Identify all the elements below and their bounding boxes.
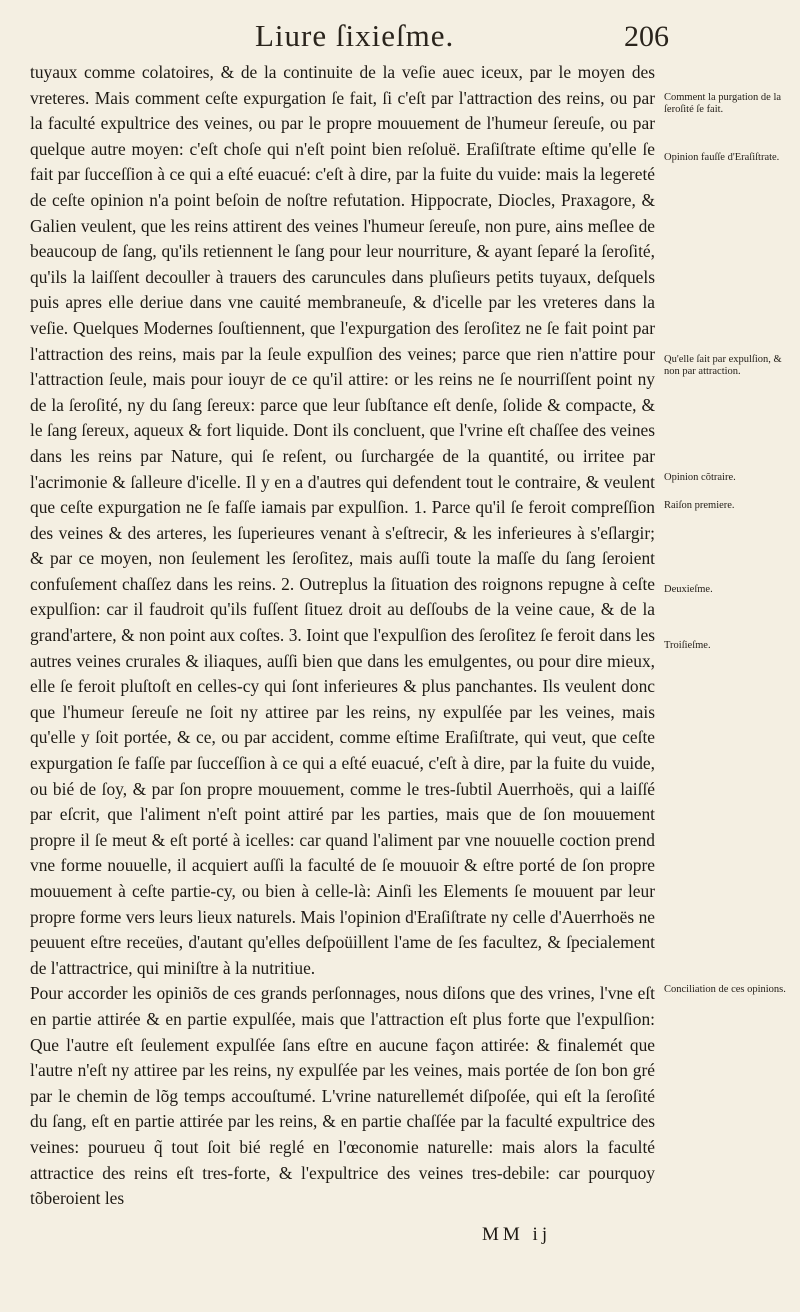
margin-note-purgation: Comment la purgation de la ſeroſité ſe fait. <box>664 92 782 115</box>
page-number: 206 <box>624 20 669 53</box>
margin-note-conciliation: Conciliation de ces opinions. <box>664 984 786 995</box>
signature-mark: MM ij <box>482 1224 552 1245</box>
paragraph-1: tuyaux comme colatoires, & de la continuite de la veſie auec iceux, par le moyen des vreteres. Mais comment ceſte expurgation ſe fait, ſi c'eſt par l'attraction des reins, ou par la faculté expultrice des veines, ou par le propre mouuement de l'humeur ſereuſe, ou par quelque autre moyen: c'eſt choſe qui n'eſt point bien reſoluë. Eraſiſtrate eſtime qu'elle ſe fait par ſucceſſion à ce qui a eſté euacué: c'eſt à dire, par la fuite du vuide: mais la legereté de ceſte opinion n'a point beſoin de noſtre refutation. Hippocrate, Diocles, Praxagore, & Galien veulent, que les reins attirent des veines l'humeur ſereuſe, non pure, ains meſlee de beaucoup de ſang, qu'ils retiennent le ſang pour leur nourriture, & ayant ſeparé la ſeroſité, qu'ils la laiſſent decouller à trauers des caruncules dans pluſieurs petits tuyaux, deſquels puis apres elle deriue dans vne cauité membraneuſe, & d'icelle par les vreteres dans la veſie. Quelques Modernes ſouſtiennent, que l'expurgation des ſeroſitez ne ſe fait point par l'attraction des reins, mais par la ſeule expulſion des veines; parce que rien n'attire pour l'attraction ſeule, mais pour iouyr de ce qu'il attire: or les reins ne ſe nourriſſent point ny de la ſeroſité, ny du ſang ſereux: parce que leur ſubſtance eſt denſe, ſolide & compacte, & le ſang ſereux, aqueux & fort liquide. Dont ils concluent, que l'vrine eſt chaſſee des veines dans les reins par Nature, qui ſe reſent, ou ſurchargée de la quantité, ou irritee par l'acrimonie & ſalleure d'icelle. Il y en a d'autres qui defendent tout le contraire, & veulent que ceſte expurgation ne ſe faſſe iamais par expulſion. 1. Parce qu'il ſe feroit compreſſion des veines & des arteres, les ſuperieures venant à s'eſtrecir, & les inferieures à s'eſlargir; & par ce moyen, non ſeulement les ſeroſitez, mais auſſi toute la maſſe du ſang ſeroient confuſement chaſſez dans les reins. 2. Outreplus la ſituation des roignons repugne à ceſte expulſion: car il faudroit qu'ils fuſſent ſituez droit au deſſoubs de la veine caue, & de la grand'artere, & non point aux coſtes. 3. Ioint que l'expulſion des ſeroſitez ſe feroit dans les autres veines crurales & iliaques, auſſi bien que dans les emulgentes, ou pour dire mieux, elle ſe feroit pluſtoſt en celles-cy qui ſont inferieures & plus panchantes. Ils veulent donc que l'humeur ſereuſe ne ſoit ny attiree par les reins, ny expulſée par les veines, mais qu'elle y ſoit portée, & ce, ou par accident, comme eſtime Eraſiſtrate, qui veut, que ceſte expurgation ſe faſſe par ſucceſſion à ce qui a eſté euacué, c'eſt à dire, par la fuite du vuide, ou bié de ſoy, & par ſon propre mouuement, comme le tres-ſubtil Auerrhoës, qui a laiſſé par eſcrit, que l'aliment n'eſt point attiré par les parties, mais que de ſon mouuement propre il ſe meut & eſt porté à icelles: car quand l'aliment par vne nouuelle coction prend vne forme nouuelle, il acquiert auſſi la faculté de ſe mouuoir & eſtre porté de ſon propre mouuement à ceſte partie-cy, ou bien à celle-là: Ainſi les Elements ſe mouuent par leur propre forme vers leurs lieux naturels. Mais l'opinion d'Eraſiſtrate ny celle d'Auerrhoës ne peuuent eſtre receües, d'autant qu'elles deſpoüillent l'ame de ſes facultez, & ſpecialement de l'attractrice, qui miniſtre à la nutritiue. <box>30 62 655 978</box>
margin-note-raison-3: Troiſieſme. <box>664 640 711 651</box>
margin-note-expulsion: Qu'elle ſait par expulſion, & non par attraction. <box>664 354 782 377</box>
margin-note-raison-1: Raiſon premiere. <box>664 500 735 511</box>
margin-note-erasistrate: Opinion fauſſe d'Eraſiſtrate. <box>664 152 780 163</box>
margin-note-raison-2: Deuxieſme. <box>664 584 713 595</box>
margin-note-contraire: Opinion cõtraire. <box>664 472 736 483</box>
main-text-block <box>30 60 655 1212</box>
paragraph-2: Pour accorder les opiniõs de ces grands perſonnages, nous diſons que des vrines, l'vne eſt en partie attirée & en partie expulſée, mais que l'attraction eſt plus forte que l'expulſion: Que l'autre eſt ſeulement expulſée ſans eſtre en aucune façon attirée: & finalemét que l'autre n'eſt ny attiree par les reins, ny expulſée par les veines, mais portée de ſon bon gré par le chemin de lõg temps accouſtumé. L'vrine naturellemét diſpoſée, qui eſt la ſeroſité du ſang, eſt en partie attirée par les reins, & en partie chaſſée par la faculté expultrice des veines: pourueu q̃ tout ſoit bié reglé en l'œconomie naturelle: mais alors la faculté attractice des reins eſt tres-forte, & l'expultrice des veines tres-debile: car pourquoy tõberoient les <box>30 983 655 1209</box>
running-head: Liure ſixieſme. <box>255 18 455 53</box>
